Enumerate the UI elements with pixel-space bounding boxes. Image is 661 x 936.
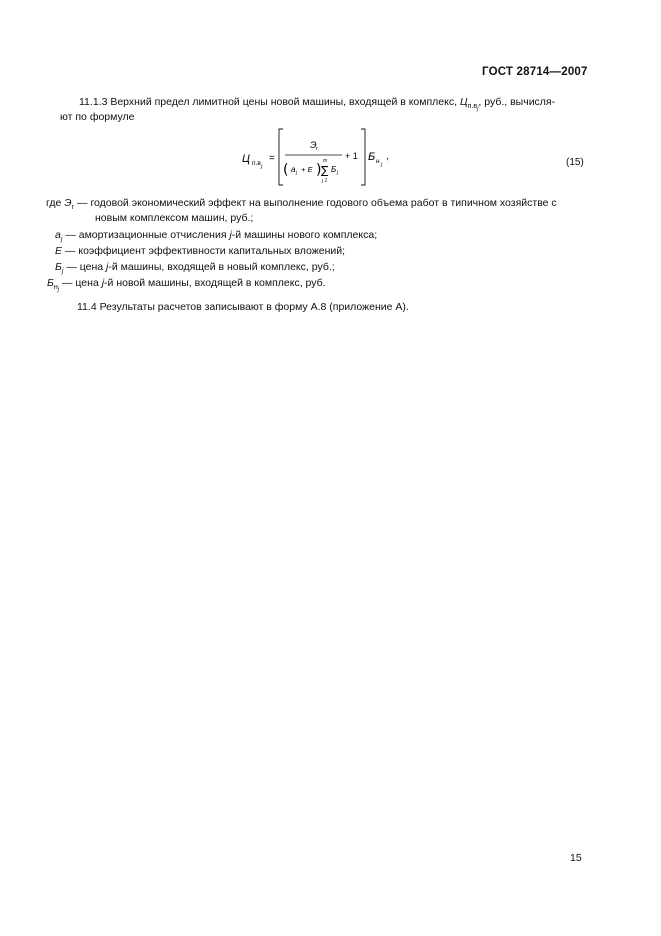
formula-plus-one: + 1 [345,151,358,161]
definition-symbol: Б [55,261,62,273]
definition-symbol-sub: j [60,236,63,243]
definition-dash: — [65,229,76,241]
formula-numerator-sub: г [316,146,319,152]
definition-symbol-sub: j [61,268,64,275]
formula-lhs-sub: п.в [252,160,261,167]
formula-equals: = [269,153,275,164]
clause-11-1-3 [79,95,555,110]
definition-symbol: E [55,245,63,257]
clause-text: Верхний предел лимитной цены новой машины, входящей в комплекс, [110,96,458,108]
right-bracket [361,129,365,185]
definition-text-2: -й машины, входящей в новый комплекс, руб.; [108,261,335,273]
definition-index: j [106,261,109,273]
formula-svg [242,126,422,188]
formula-plus-e: + E [301,165,313,174]
definition-prefix: где [46,197,62,209]
formula-rhs: Б [368,151,376,163]
definition-symbol-sub: г [71,204,75,211]
formula-rhs-sub: н [376,158,380,165]
definition-dash: — [66,261,77,273]
definition-text: цена [75,277,99,289]
clause-number: 11.4 [77,301,97,313]
definition-text: амортизационные отчисления [78,229,227,241]
price-symbol-subsub: j [477,106,479,112]
price-symbol: Ц [459,96,468,108]
definition-text-2: -й новой машины, входящей в комплекс, руб. [104,277,326,289]
formula-rhs-subsub: j [381,162,383,168]
page-number: 15 [570,852,582,864]
clause-text: Результаты расчетов записывают в форму А.8 (приложение А). [99,301,409,313]
price-symbol-sub: п.в [467,103,478,110]
document-code: ГОСТ 28714—2007 [482,66,588,78]
sum-sign: ∑ [321,164,329,177]
definition-dash: — [61,277,73,289]
definition-symbol: Э [64,197,72,209]
definition-row [55,243,345,259]
formula-b: Б [331,165,337,174]
formula-b-sub: j [337,170,339,176]
clause-11-4 [77,300,409,315]
definition-row [46,195,557,211]
definition-continuation: новым комплексом машин, руб.; [95,212,254,224]
definition-dash: — [77,197,88,209]
definition-symbol: Б [47,277,54,289]
definition-text: цена [79,261,104,273]
equation-number: (15) [566,157,584,168]
sum-upper: m [323,158,328,164]
definition-text-2: -й машины нового комплекса; [231,229,378,241]
formula-a: a [291,165,296,174]
definition-row [55,227,377,243]
definition-row [47,275,326,291]
definition-index: j [229,229,232,241]
paren-close: ) [316,162,322,178]
paren-open: ( [283,162,289,178]
definition-row [55,259,335,275]
definition-symbol: a [55,229,61,241]
clause-line-2: ют по формуле [60,111,135,123]
definition-index: j [101,277,105,289]
definition-text: годовой экономический эффект на выполнение годового объема работ в типичном хозяйстве с [90,197,557,209]
formula-15 [242,126,422,188]
definition-symbol-subsub: j [57,287,60,293]
clause-text-after: , руб., вычисля- [478,96,556,108]
definition-symbol-sub: н [53,284,58,291]
formula-lhs: Ц [242,153,250,165]
clause-number: 11.1.3 [79,96,108,108]
formula-trail: , [386,151,389,162]
definition-dash: — [64,245,76,257]
formula-numerator: Э [310,140,317,151]
formula-lhs-subsub: j [261,164,263,170]
sum-lower: j 1 [322,178,328,184]
definition-text: коэффициент эффективности капитальных вложений; [78,245,346,257]
formula-a-sub: j [296,170,298,176]
